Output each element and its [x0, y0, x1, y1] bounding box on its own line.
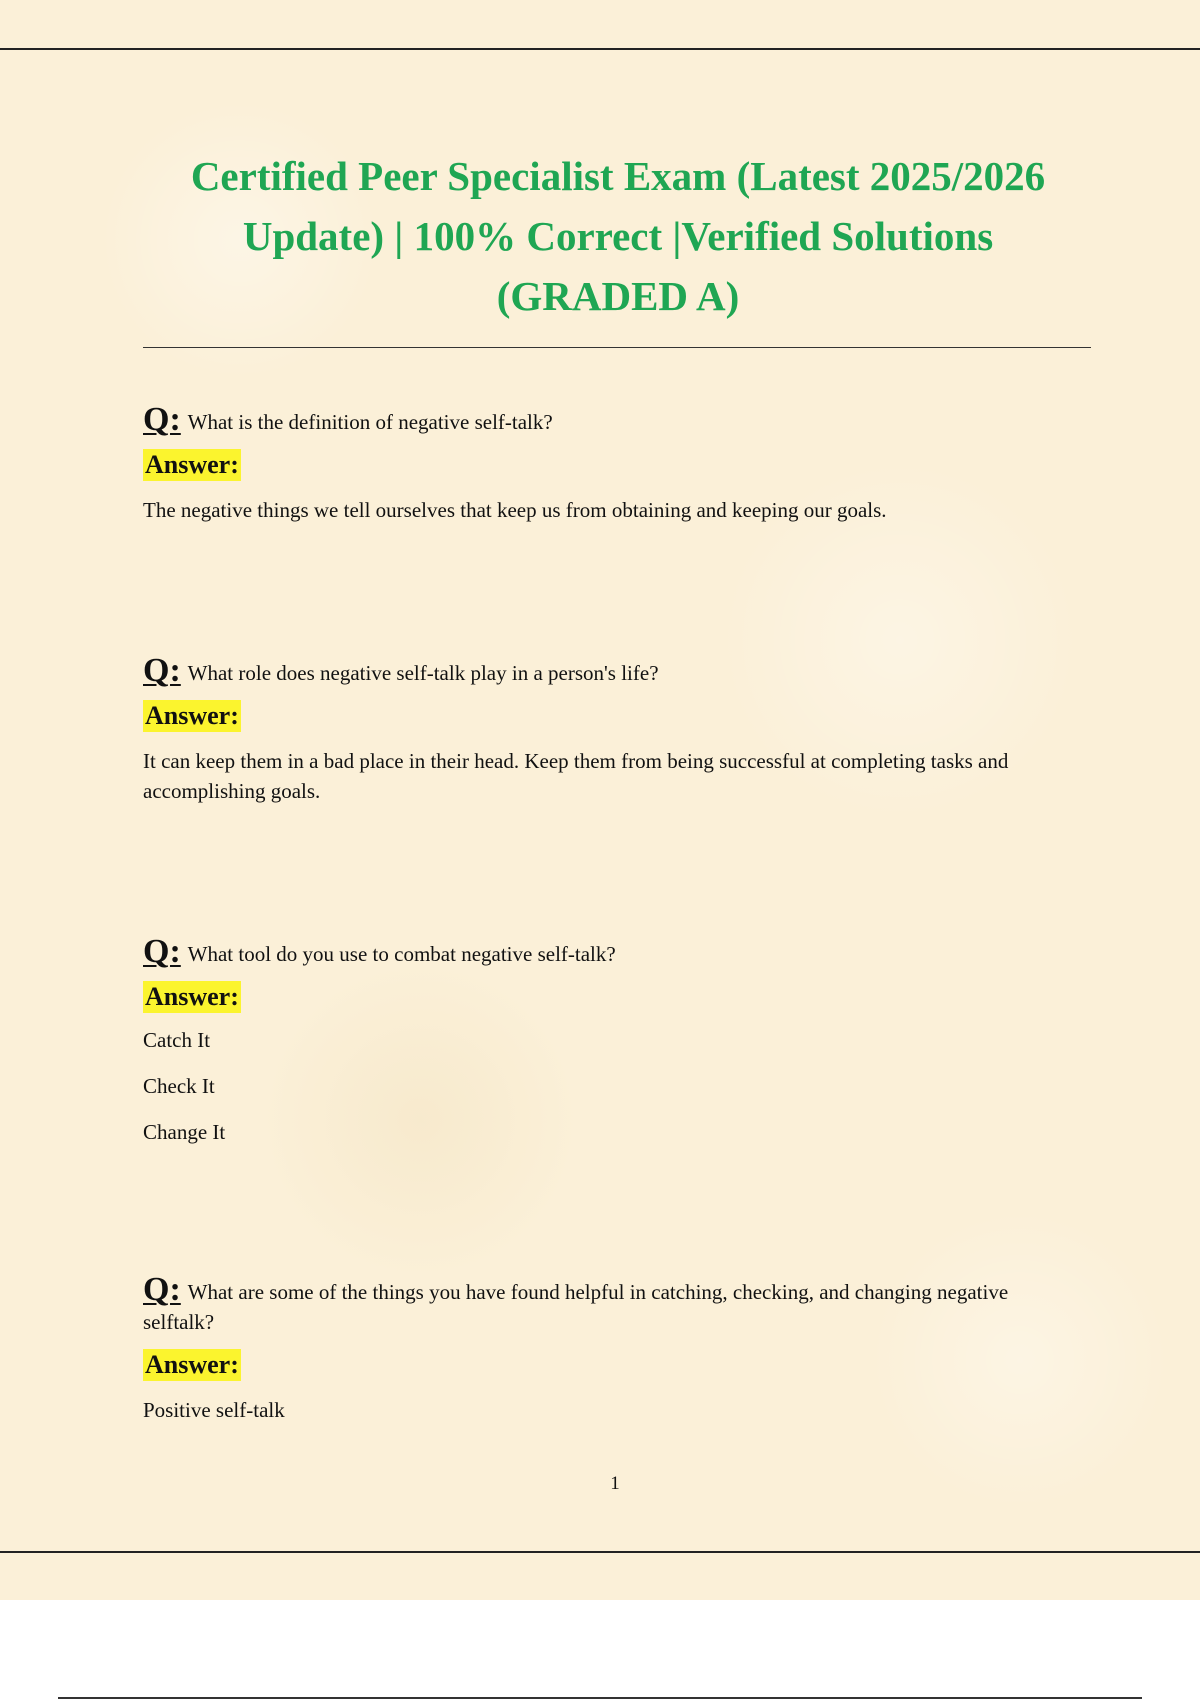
- answer-label: Answer:: [145, 450, 239, 479]
- document-title: Certified Peer Specialist Exam (Latest 2025/2026 Update) | 100% Correct |Verified Solutions (GRADED A): [190, 153, 1046, 319]
- question-marker: Q:: [143, 933, 181, 970]
- question-3: [143, 933, 1063, 970]
- question-text: What is the definition of negative self-talk?: [187, 410, 553, 434]
- question-text: What role does negative self-talk play in a person's life?: [187, 661, 659, 685]
- answer-text: It can keep them in a bad place in their head. Keep them from being successful at completing tasks and accomplishing goals.: [143, 749, 1009, 803]
- question-1: [143, 401, 1063, 438]
- question-2: [143, 652, 1063, 689]
- question-4: [143, 1271, 1063, 1337]
- answer-text: Positive self-talk: [143, 1398, 285, 1422]
- answer-label: Answer:: [145, 701, 239, 730]
- page-top-rule: [0, 48, 1200, 50]
- qa-block-2: [143, 652, 1063, 806]
- answer-list: [143, 1025, 1063, 1147]
- page-number: 1: [610, 1473, 620, 1494]
- qa-block-4: [143, 1271, 1063, 1425]
- question-text: What are some of the things you have found helpful in catching, checking, and changing negative selftalk?: [143, 1280, 1009, 1334]
- title-divider: [143, 347, 1091, 348]
- page-bottom-rule: [0, 1551, 1200, 1553]
- answer-list-item: Check It: [143, 1074, 215, 1098]
- answer-list-item: Change It: [143, 1120, 226, 1144]
- question-marker: Q:: [143, 1271, 181, 1308]
- answer-label: Answer:: [145, 1350, 239, 1379]
- next-page-top-rule: [58, 1697, 1142, 1699]
- answer-list-item: Catch It: [143, 1028, 211, 1052]
- qa-block-3: [143, 933, 1063, 1147]
- question-marker: Q:: [143, 401, 181, 438]
- question-marker: Q:: [143, 652, 181, 689]
- question-text: What tool do you use to combat negative self-talk?: [187, 942, 616, 966]
- answer-text: The negative things we tell ourselves that keep us from obtaining and keeping our goals.: [143, 498, 887, 522]
- qa-block-1: [143, 401, 1063, 525]
- answer-label: Answer:: [145, 982, 239, 1011]
